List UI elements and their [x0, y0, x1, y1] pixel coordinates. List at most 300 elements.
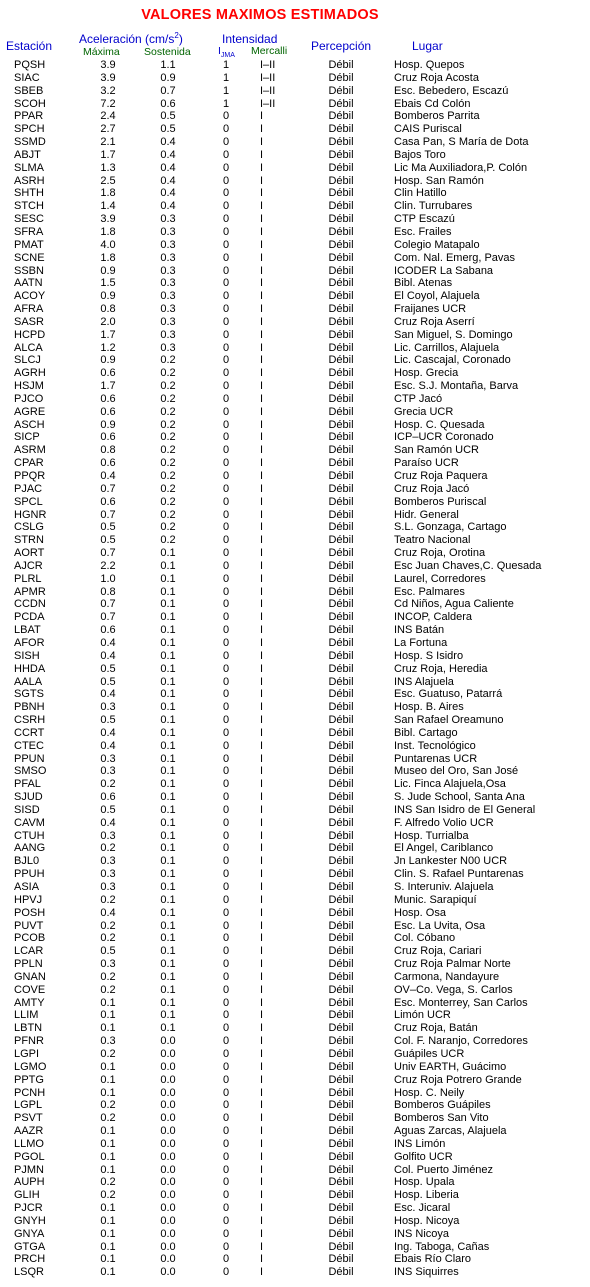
- intensity-jma: 0: [222, 303, 230, 316]
- sustained-acceleration: 0.0: [160, 1214, 176, 1227]
- table-row: [0, 329, 590, 342]
- max-acceleration: 0.6: [100, 457, 116, 470]
- max-acceleration: 1.8: [100, 187, 116, 200]
- station-code: AATN: [14, 277, 43, 290]
- intensity-jma: 0: [222, 418, 230, 431]
- stations-table: [0, 59, 590, 1279]
- sustained-acceleration: 0.5: [160, 123, 176, 136]
- intensity-mercalli: I: [260, 303, 264, 316]
- perception: Débil: [328, 405, 354, 418]
- perception: Débil: [328, 547, 354, 560]
- intensity-mercalli: I: [260, 482, 264, 495]
- table-row: [0, 868, 590, 881]
- sustained-acceleration: 0.1: [160, 778, 176, 791]
- sustained-acceleration: 0.3: [160, 264, 176, 277]
- location: OV–Co. Vega, S. Carlos: [394, 983, 513, 996]
- intensity-jma: 0: [222, 906, 230, 919]
- intensity-jma: 0: [222, 1176, 230, 1189]
- station-code: LLIM: [14, 1009, 39, 1022]
- max-acceleration: 2.7: [100, 123, 116, 136]
- intensity-jma: 0: [222, 855, 230, 868]
- sustained-acceleration: 0.1: [160, 906, 176, 919]
- station-code: LBAT: [14, 624, 41, 637]
- header-mercalli: Mercalli: [251, 45, 288, 57]
- perception: Débil: [328, 624, 354, 637]
- intensity-jma: 0: [222, 1189, 230, 1202]
- intensity-mercalli: I: [260, 791, 264, 804]
- location: Hosp. Nicoya: [394, 1214, 460, 1227]
- table-row: [0, 778, 590, 791]
- perception: Débil: [328, 367, 354, 380]
- perception: Débil: [328, 714, 354, 727]
- intensity-jma: 0: [222, 161, 230, 174]
- location: Hosp. S Isidro: [394, 649, 464, 662]
- intensity-mercalli: I: [260, 598, 264, 611]
- max-acceleration: 1.7: [100, 328, 116, 341]
- perception: Débil: [328, 752, 354, 765]
- intensity-mercalli: I: [260, 1240, 264, 1253]
- header-sostenida: Sostenida: [144, 46, 191, 58]
- table-row: [0, 239, 590, 252]
- station-code: ASRH: [14, 174, 45, 187]
- sustained-acceleration: 0.0: [160, 1227, 176, 1240]
- sustained-acceleration: 0.1: [160, 996, 176, 1009]
- table-row: [0, 1241, 590, 1254]
- table-row: [0, 804, 590, 817]
- perception: Débil: [328, 380, 354, 393]
- intensity-mercalli: I: [260, 457, 264, 470]
- intensity-jma: 0: [222, 1240, 230, 1253]
- perception: Débil: [328, 611, 354, 624]
- station-code: ABJT: [14, 148, 41, 161]
- station-code: APMR: [14, 585, 46, 598]
- perception: Débil: [328, 84, 354, 97]
- location: Hosp. B. Aires: [394, 701, 464, 714]
- table-row: [0, 1228, 590, 1241]
- intensity-mercalli: I: [260, 688, 264, 701]
- intensity-mercalli: I: [260, 161, 264, 174]
- intensity-jma: 0: [222, 148, 230, 161]
- table-row: [0, 971, 590, 984]
- max-acceleration: 0.6: [100, 791, 116, 804]
- perception: Débil: [328, 1009, 354, 1022]
- sustained-acceleration: 0.1: [160, 816, 176, 829]
- max-acceleration: 0.9: [100, 354, 116, 367]
- perception: Débil: [328, 482, 354, 495]
- perception: Débil: [328, 1240, 354, 1253]
- location: Esc. Bebedero, Escazú: [394, 84, 509, 97]
- intensity-jma: 0: [222, 765, 230, 778]
- location: INS Limón: [394, 1137, 446, 1150]
- station-code: STCH: [14, 200, 44, 213]
- station-code: SJUD: [14, 791, 43, 804]
- intensity-mercalli: I: [260, 636, 264, 649]
- perception: Débil: [328, 1137, 354, 1150]
- perception: Débil: [328, 842, 354, 855]
- location: Clin. Turrubares: [394, 200, 473, 213]
- sustained-acceleration: 0.1: [160, 688, 176, 701]
- intensity-jma: 0: [222, 945, 230, 958]
- intensity-mercalli: I: [260, 187, 264, 200]
- intensity-jma: 0: [222, 1022, 230, 1035]
- intensity-jma: 0: [222, 264, 230, 277]
- intensity-jma: 0: [222, 868, 230, 881]
- table-row: [0, 380, 590, 393]
- table-row: [0, 740, 590, 753]
- max-acceleration: 1.7: [100, 148, 116, 161]
- station-code: PJAC: [14, 482, 43, 495]
- perception: Débil: [328, 444, 354, 457]
- sustained-acceleration: 0.4: [160, 136, 176, 149]
- table-row: [0, 534, 590, 547]
- intensity-mercalli: I: [260, 534, 264, 547]
- intensity-jma: 0: [222, 534, 230, 547]
- sustained-acceleration: 0.1: [160, 919, 176, 932]
- sustained-acceleration: 0.0: [160, 1266, 176, 1279]
- intensity-mercalli: I: [260, 893, 264, 906]
- intensity-mercalli: I: [260, 649, 264, 662]
- intensity-mercalli: I: [260, 1253, 264, 1266]
- perception: Débil: [328, 392, 354, 405]
- perception: Débil: [328, 187, 354, 200]
- intensity-jma: 0: [222, 919, 230, 932]
- station-code: LSQR: [14, 1266, 44, 1279]
- station-code: LCAR: [14, 945, 44, 958]
- perception: Débil: [328, 508, 354, 521]
- intensity-mercalli: I: [260, 726, 264, 739]
- location: Jn Lankester N00 UCR: [394, 855, 508, 868]
- intensity-mercalli: I: [260, 174, 264, 187]
- perception: Débil: [328, 457, 354, 470]
- station-code: PCNH: [14, 1086, 46, 1099]
- location: Fraijanes UCR: [394, 303, 467, 316]
- station-code: SPCH: [14, 123, 45, 136]
- max-acceleration: 0.2: [100, 842, 116, 855]
- perception: Débil: [328, 315, 354, 328]
- station-code: AGRH: [14, 367, 46, 380]
- intensity-jma: 0: [222, 791, 230, 804]
- max-acceleration: 0.4: [100, 636, 116, 649]
- table-row: [0, 688, 590, 701]
- max-acceleration: 0.7: [100, 547, 116, 560]
- max-acceleration: 2.5: [100, 174, 116, 187]
- station-code: AALA: [14, 675, 43, 688]
- station-code: PCOB: [14, 932, 46, 945]
- location: Paraíso UCR: [394, 457, 459, 470]
- max-acceleration: 0.8: [100, 303, 116, 316]
- table-row: [0, 547, 590, 560]
- intensity-jma: 0: [222, 932, 230, 945]
- station-code: PUVT: [14, 919, 44, 932]
- location: Hosp. San Ramón: [394, 174, 484, 187]
- perception: Débil: [328, 855, 354, 868]
- sustained-acceleration: 0.1: [160, 893, 176, 906]
- table-row: [0, 123, 590, 136]
- location: Hosp. Turrialba: [394, 829, 469, 842]
- intensity-jma: 0: [222, 970, 230, 983]
- location: CAIS Puriscal: [394, 123, 462, 136]
- intensity-jma: 0: [222, 431, 230, 444]
- sustained-acceleration: 0.1: [160, 932, 176, 945]
- station-code: ASIA: [14, 881, 40, 893]
- max-acceleration: 0.1: [100, 1086, 116, 1099]
- max-acceleration: 1.5: [100, 277, 116, 290]
- intensity-mercalli: I: [260, 765, 264, 778]
- intensity-mercalli: I: [260, 1022, 264, 1035]
- max-acceleration: 0.5: [100, 714, 116, 727]
- table-row: [0, 1202, 590, 1215]
- intensity-mercalli: I: [260, 611, 264, 624]
- sustained-acceleration: 0.0: [160, 1035, 176, 1048]
- location: Hosp. C. Neily: [394, 1086, 465, 1099]
- sustained-acceleration: 0.0: [160, 1060, 176, 1073]
- perception: Débil: [328, 598, 354, 611]
- sustained-acceleration: 0.0: [160, 1202, 176, 1215]
- perception: Débil: [328, 791, 354, 804]
- intensity-jma: 0: [222, 1112, 230, 1125]
- intensity-jma: 0: [222, 328, 230, 341]
- perception: Débil: [328, 649, 354, 662]
- station-code: LGMO: [14, 1060, 47, 1073]
- station-code: SSBN: [14, 264, 44, 277]
- station-code: SISD: [14, 803, 40, 816]
- station-code: STRN: [14, 534, 44, 547]
- sustained-acceleration: 0.3: [160, 290, 176, 303]
- perception: Débil: [328, 97, 354, 110]
- intensity-mercalli: I: [260, 1099, 264, 1112]
- table-row: [0, 483, 590, 496]
- perception: Débil: [328, 110, 354, 123]
- station-code: ASRM: [14, 444, 46, 457]
- intensity-mercalli: I: [260, 1047, 264, 1060]
- header-ijma: [218, 45, 235, 60]
- location: Carmona, Nandayure: [394, 970, 500, 983]
- location: Cruz Roja Aserrí: [394, 315, 475, 328]
- location: S. Interuniv. Alajuela: [394, 881, 494, 893]
- intensity-jma: 0: [222, 367, 230, 380]
- intensity-jma: 0: [222, 110, 230, 123]
- intensity-mercalli: I: [260, 547, 264, 560]
- location: Clin Hatillo: [394, 187, 447, 200]
- table-row: [0, 252, 590, 265]
- intensity-mercalli: I: [260, 1086, 264, 1099]
- intensity-mercalli: I: [260, 572, 264, 585]
- sustained-acceleration: 0.0: [160, 1099, 176, 1112]
- intensity-mercalli: I: [260, 328, 264, 341]
- sustained-acceleration: 0.1: [160, 945, 176, 958]
- sustained-acceleration: 0.1: [160, 842, 176, 855]
- station-code: CTEC: [14, 739, 44, 752]
- sustained-acceleration: 0.2: [160, 457, 176, 470]
- location: Ing. Taboga, Cañas: [394, 1240, 490, 1253]
- max-acceleration: 7.2: [100, 97, 116, 110]
- intensity-jma: 0: [222, 1047, 230, 1060]
- perception: Débil: [328, 803, 354, 816]
- max-acceleration: 0.2: [100, 983, 116, 996]
- perception: Débil: [328, 328, 354, 341]
- max-acceleration: 0.3: [100, 868, 116, 881]
- intensity-mercalli: I: [260, 251, 264, 264]
- intensity-jma: 0: [222, 508, 230, 521]
- sustained-acceleration: 0.1: [160, 675, 176, 688]
- location: Lic. Finca Alajuela,Osa: [394, 778, 506, 791]
- table-row: [0, 149, 590, 162]
- location: INS Siquirres: [394, 1266, 459, 1279]
- perception: Débil: [328, 662, 354, 675]
- station-code: PCDA: [14, 611, 45, 624]
- table-row: [0, 1048, 590, 1061]
- perception: Débil: [328, 354, 354, 367]
- station-code: SSMD: [14, 136, 46, 149]
- station-code: PPLN: [14, 958, 43, 971]
- perception: Débil: [328, 200, 354, 213]
- table-row: [0, 1125, 590, 1138]
- location: Laurel, Corredores: [394, 572, 486, 585]
- max-acceleration: 0.1: [100, 1125, 116, 1138]
- table-row: [0, 1099, 590, 1112]
- max-acceleration: 0.4: [100, 816, 116, 829]
- location: Colegio Matapalo: [394, 238, 480, 251]
- intensity-mercalli: I: [260, 431, 264, 444]
- table-row: [0, 663, 590, 676]
- table-row: [0, 175, 590, 188]
- station-code: PJMN: [14, 1163, 44, 1176]
- sustained-acceleration: 0.0: [160, 1176, 176, 1189]
- sustained-acceleration: 0.2: [160, 470, 176, 482]
- table-row: [0, 1061, 590, 1074]
- intensity-jma: 0: [222, 1035, 230, 1048]
- location: Hosp. Grecia: [394, 367, 459, 380]
- location: Esc. Frailes: [394, 225, 452, 238]
- sustained-acceleration: 0.2: [160, 534, 176, 547]
- intensity-mercalli: I–II: [260, 84, 276, 97]
- intensity-mercalli: I: [260, 495, 264, 508]
- max-acceleration: 0.7: [100, 598, 116, 611]
- sustained-acceleration: 0.2: [160, 380, 176, 393]
- perception: Débil: [328, 983, 354, 996]
- sustained-acceleration: 0.0: [160, 1253, 176, 1266]
- table-row: [0, 881, 590, 894]
- intensity-jma: 0: [222, 1099, 230, 1112]
- max-acceleration: 0.9: [100, 418, 116, 431]
- sustained-acceleration: 0.2: [160, 444, 176, 457]
- intensity-jma: 0: [222, 842, 230, 855]
- location: Hosp. C. Quesada: [394, 418, 485, 431]
- intensity-mercalli: I: [260, 200, 264, 213]
- intensity-mercalli: I: [260, 1009, 264, 1022]
- intensity-jma: 0: [222, 277, 230, 290]
- max-acceleration: 0.5: [100, 803, 116, 816]
- intensity-mercalli: I: [260, 585, 264, 598]
- intensity-mercalli: I: [260, 521, 264, 534]
- table-row: [0, 945, 590, 958]
- perception: Débil: [328, 1047, 354, 1060]
- sustained-acceleration: 0.1: [160, 585, 176, 598]
- intensity-jma: 1: [222, 97, 230, 110]
- intensity-jma: 0: [222, 649, 230, 662]
- station-code: PBNH: [14, 701, 45, 714]
- location: Col. F. Naranjo, Corredores: [394, 1035, 528, 1048]
- intensity-jma: 0: [222, 701, 230, 714]
- location: Cruz Roja Jacó: [394, 482, 470, 495]
- station-code: SFRA: [14, 225, 44, 238]
- location: Col. Puerto Jiménez: [394, 1163, 494, 1176]
- max-acceleration: 0.1: [100, 1214, 116, 1227]
- perception: Débil: [328, 213, 354, 226]
- max-acceleration: 1.7: [100, 380, 116, 393]
- location: CTP Jacó: [394, 392, 443, 405]
- intensity-jma: 0: [222, 187, 230, 200]
- location: San Rafael Oreamuno: [394, 714, 504, 727]
- perception: Débil: [328, 238, 354, 251]
- table-row: [0, 855, 590, 868]
- table-row: [0, 830, 590, 843]
- table-row: [0, 303, 590, 316]
- station-code: SCNE: [14, 251, 45, 264]
- sustained-acceleration: 0.0: [160, 1150, 176, 1163]
- max-acceleration: 0.5: [100, 521, 116, 534]
- sustained-acceleration: 0.1: [160, 624, 176, 637]
- intensity-jma: 0: [222, 1086, 230, 1099]
- perception: Débil: [328, 996, 354, 1009]
- intensity-jma: 0: [222, 470, 230, 482]
- station-code: SESC: [14, 213, 44, 226]
- intensity-jma: 0: [222, 457, 230, 470]
- perception: Débil: [328, 765, 354, 778]
- intensity-mercalli: I: [260, 701, 264, 714]
- station-code: SMSO: [14, 765, 47, 778]
- intensity-jma: 1: [222, 84, 230, 97]
- location: El Angel, Cariblanco: [394, 842, 494, 855]
- station-code: CCRT: [14, 726, 45, 739]
- perception: Débil: [328, 1150, 354, 1163]
- sustained-acceleration: 0.3: [160, 277, 176, 290]
- sustained-acceleration: 0.1: [160, 662, 176, 675]
- intensity-mercalli: I–II: [260, 71, 276, 84]
- intensity-mercalli: I–II: [260, 97, 276, 110]
- station-code: AAZR: [14, 1125, 44, 1138]
- intensity-jma: 0: [222, 1009, 230, 1022]
- location: Esc. Monterrey, San Carlos: [394, 996, 528, 1009]
- sustained-acceleration: 0.5: [160, 110, 176, 123]
- sustained-acceleration: 0.1: [160, 636, 176, 649]
- max-acceleration: 0.2: [100, 778, 116, 791]
- station-code: ACOY: [14, 290, 46, 303]
- sustained-acceleration: 0.6: [160, 97, 176, 110]
- perception: Débil: [328, 341, 354, 354]
- intensity-mercalli: I: [260, 803, 264, 816]
- max-acceleration: 0.5: [100, 662, 116, 675]
- sustained-acceleration: 0.1: [160, 547, 176, 560]
- max-acceleration: 0.2: [100, 893, 116, 906]
- intensity-mercalli: I: [260, 829, 264, 842]
- sustained-acceleration: 0.1: [160, 701, 176, 714]
- location: INS San Isidro de El General: [394, 803, 536, 816]
- location: Ebais Río Claro: [394, 1253, 472, 1266]
- intensity-jma: 0: [222, 996, 230, 1009]
- max-acceleration: 0.4: [100, 906, 116, 919]
- location: San Miguel, S. Domingo: [394, 328, 513, 341]
- header-maxima: Máxima: [83, 46, 120, 58]
- intensity-jma: 0: [222, 405, 230, 418]
- max-acceleration: 0.6: [100, 392, 116, 405]
- max-acceleration: 0.1: [100, 1073, 116, 1086]
- max-acceleration: 1.8: [100, 251, 116, 264]
- perception: Débil: [328, 688, 354, 701]
- sustained-acceleration: 0.1: [160, 752, 176, 765]
- sustained-acceleration: 0.4: [160, 148, 176, 161]
- sustained-acceleration: 0.2: [160, 392, 176, 405]
